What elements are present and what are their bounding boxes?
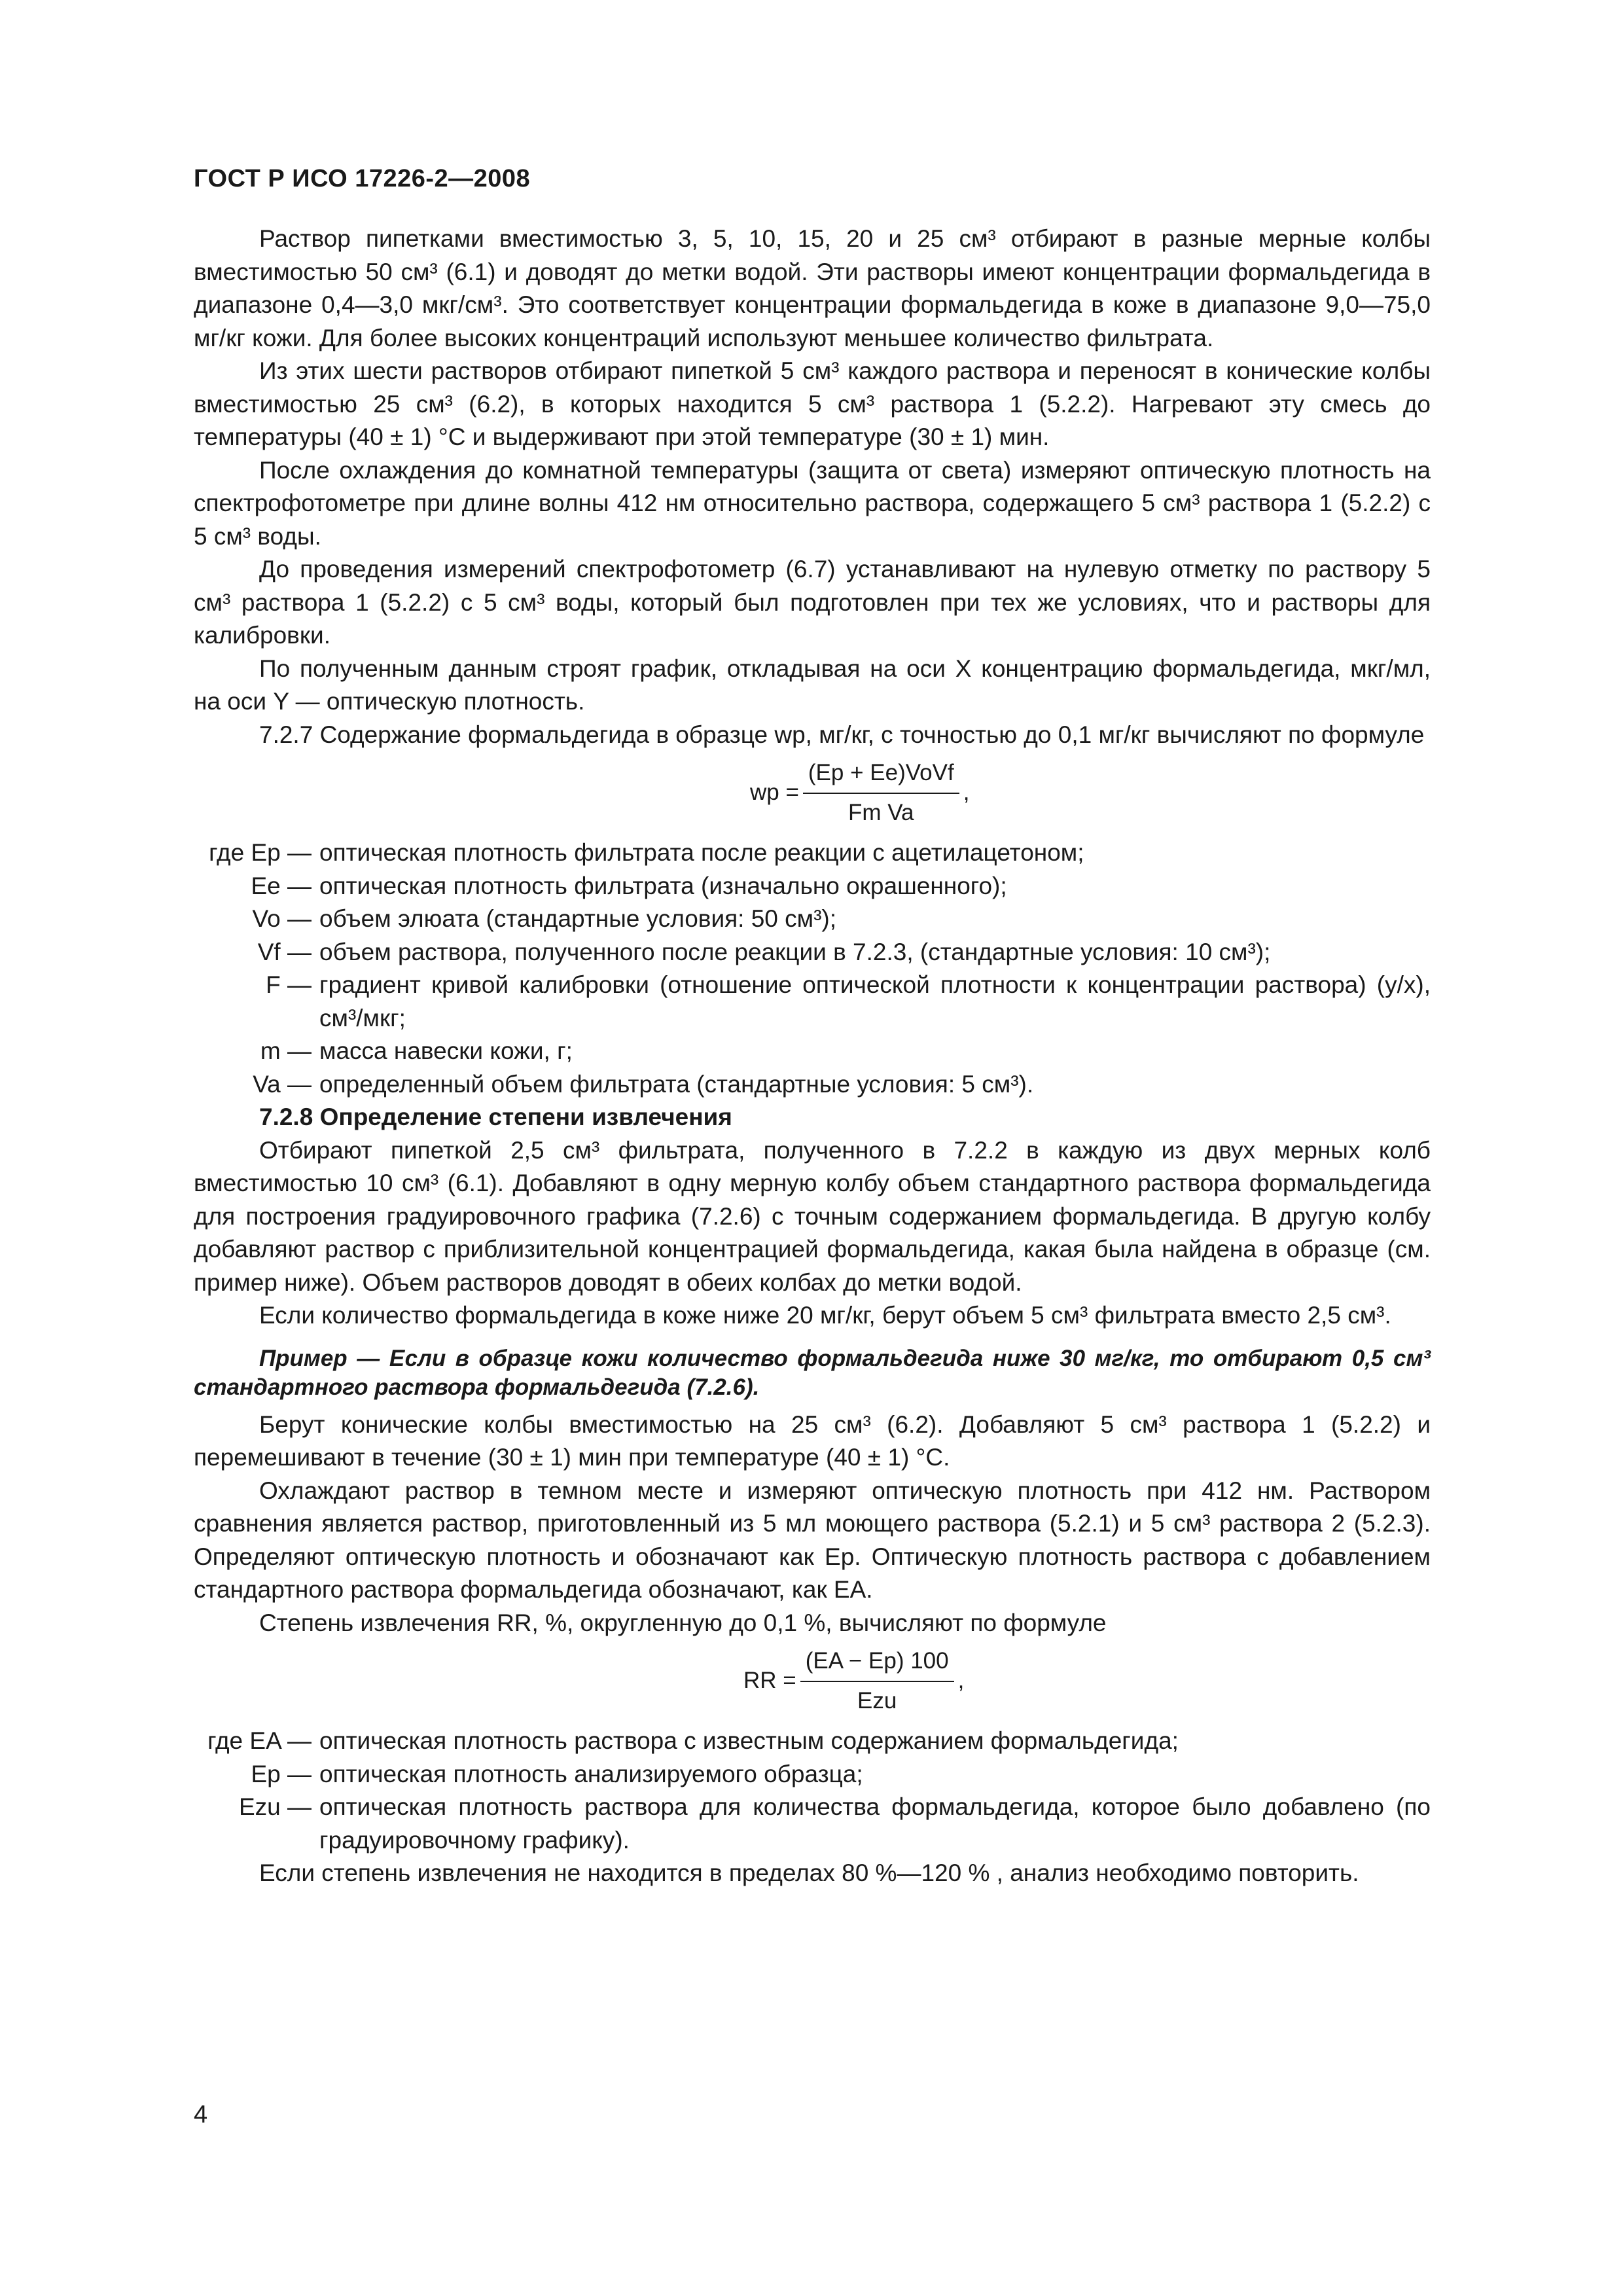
definition-row xyxy=(194,903,1431,936)
definition-text: градиент кривой калибровки (отношение оптической плотности к концентрации раствора) (y/x), см³/мкг; xyxy=(319,971,1431,1031)
definition-row xyxy=(194,1035,1431,1068)
paragraph: Охлаждают раствор в темном месте и измеряют оптическую плотность при 412 нм. Раствором сравнения является раствор, приготовленный из 5 мл моющего раствора (5.2.1) и 5 см³ раствора 2 (5.2.3). Определяют оптическую плотность и обозначают как Ep. Оптическую плотность раствора с добавлением стандартного раствора формальдегида обозначают, как EA. xyxy=(194,1477,1431,1603)
definition-row xyxy=(194,1758,1431,1791)
definition-text: оптическая плотность раствора для количества формальдегида, которое было добавлено (по градуировочному графику). xyxy=(319,1793,1431,1854)
definition-row xyxy=(194,1725,1431,1758)
paragraph: Берут конические колбы вместимостью на 25 см³ (6.2). Добавляют 5 см³ раствора 1 (5.2.2) и перемешивают в течение (30 ± 1) мин при температуре (40 ± 1) °С. xyxy=(194,1410,1431,1471)
paragraph: Если количество формальдегида в коже ниже 20 мг/кг, берут объем 5 см³ фильтрата вместо 2,5 см³. xyxy=(259,1302,1391,1329)
paragraph: Степень извлечения RR, %, округленную до 0,1 %, вычисляют по формуле xyxy=(259,1609,1107,1636)
definition-row xyxy=(194,1791,1431,1857)
page-number: 4 xyxy=(194,2101,208,2128)
definition-text: масса навески кожи, г; xyxy=(319,1037,573,1064)
definition-text: оптическая плотность анализируемого образца; xyxy=(319,1760,863,1787)
formula-fraction xyxy=(800,1645,954,1717)
paragraph: Отбирают пипеткой 2,5 см³ фильтрата, полученного в 7.2.2 в каждую из двух мерных колб вместимостью 10 см³ (6.1). Добавляют в одну мерную колбу объем стандартного раствора формальдегида для построения градуировочного графика (7.2.6) с точным содержанием формальдегида. В другую колбу добавляют раствор с приблизительной концентрацией формальдегида, какая была найдена в образце (см. пример ниже). Объем растворов доводят в обеих колбах до метки водой. xyxy=(194,1136,1431,1296)
formula-fraction xyxy=(803,757,959,829)
definition-symbol: Ee — xyxy=(251,872,312,899)
formula-numerator: (Ep + Ee)VoVf xyxy=(803,757,959,794)
formula-lhs: wp = xyxy=(750,780,799,806)
paragraph-final: Если степень извлечения не находится в пределах 80 %—120 % , анализ необходимо повторить. xyxy=(259,1859,1359,1886)
section-heading-728: 7.2.8 Определение степени извлечения xyxy=(259,1103,732,1130)
formula-denominator: Ezu xyxy=(857,1687,897,1713)
definition-row xyxy=(194,969,1431,1035)
page-body xyxy=(194,223,1431,1890)
definition-symbol: Ep — xyxy=(251,1760,312,1787)
definition-text: определенный объем фильтрата (стандартные условия: 5 см³). xyxy=(319,1070,1034,1098)
paragraph: По полученным данным строят график, откладывая на оси X концентрацию формальдегида, мкг/мл, на оси Y — оптическую плотность. xyxy=(194,655,1431,715)
formula-rr xyxy=(194,1640,1431,1725)
formula-numerator: (EA − Ep) 100 xyxy=(800,1645,954,1682)
formula-lhs: RR = xyxy=(743,1668,796,1694)
paragraph: До проведения измерений спектрофотометр (6.7) устанавливают на нулевую отметку по раствору 5 см³ раствора 1 (5.2.2) с 5 см³ воды, который был подготовлен при тех же условиях, что и растворы для калибровки. xyxy=(194,556,1431,649)
paragraph: Раствор пипетками вместимостью 3, 5, 10, 15, 20 и 25 см³ отбирают в разные мерные колбы вместимостью 50 см³ (6.1) и доводят до метки водой. Эти растворы имеют концентрации формальдегида в диапазоне 0,4—3,0 мкг/см³. Это соответствует концентрации формальдегида в коже в диапазоне 9,0—75,0 мг/кг кожи. Для более высоких концентраций используют меньшее количество фильтрата. xyxy=(194,225,1431,351)
definition-symbol: Vo — xyxy=(252,905,312,932)
definition-text: объем элюата (стандартные условия: 50 см³); xyxy=(319,905,837,932)
definition-symbol: где Ep — xyxy=(209,839,312,866)
definition-symbol: где EA — xyxy=(207,1727,312,1754)
formula-denominator: Fm Va xyxy=(848,799,914,825)
paragraph: После охлаждения до комнатной температуры (защита от света) измеряют оптическую плотность на спектрофотометре при длине волны 412 нм относительно раствора, содержащего 5 см³ раствора 1 (5.2.2) с 5 см³ воды. xyxy=(194,456,1431,550)
definition-text: объем раствора, полученного после реакции в 7.2.3, (стандартные условия: 10 см³); xyxy=(319,938,1271,965)
formula-trail: , xyxy=(963,780,970,806)
definition-row xyxy=(194,1068,1431,1102)
paragraph-727: 7.2.7 Содержание формальдегида в образце wp, мг/кг, с точностью до 0,1 мг/кг вычисляют по формуле xyxy=(259,721,1425,748)
definition-symbol: F — xyxy=(266,971,312,998)
definition-row xyxy=(194,836,1431,870)
formula-trail: , xyxy=(957,1668,965,1694)
formula-wp xyxy=(194,751,1431,836)
definition-row xyxy=(194,870,1431,903)
example-note: Пример — Если в образце кожи количество формальдегида ниже 30 мг/кг, то отбирают 0,5 см³ стандартного раствора формальдегида (7.2.6). xyxy=(194,1345,1431,1400)
definition-symbol: Va — xyxy=(253,1070,312,1098)
definition-symbol: Vf — xyxy=(257,938,312,965)
paragraph: Из этих шести растворов отбирают пипеткой 5 см³ каждого раствора и переносят в конические колбы вместимостью 25 см³ (6.2), в которых находится 5 см³ раствора 1 (5.2.2). Нагревают эту смесь до температуры (40 ± 1) °С и выдерживают при этой температуре (30 ± 1) мин. xyxy=(194,357,1431,450)
definition-symbol: Ezu — xyxy=(238,1793,312,1820)
definition-text: оптическая плотность раствора с известным содержанием формальдегида; xyxy=(319,1727,1179,1754)
definition-row xyxy=(194,936,1431,969)
definition-symbol: m — xyxy=(260,1037,312,1064)
definition-text: оптическая плотность фильтрата после реакции с ацетилацетоном; xyxy=(319,839,1084,866)
document-header: ГОСТ Р ИСО 17226-2—2008 xyxy=(194,165,531,192)
definition-text: оптическая плотность фильтрата (изначально окрашенного); xyxy=(319,872,1007,899)
